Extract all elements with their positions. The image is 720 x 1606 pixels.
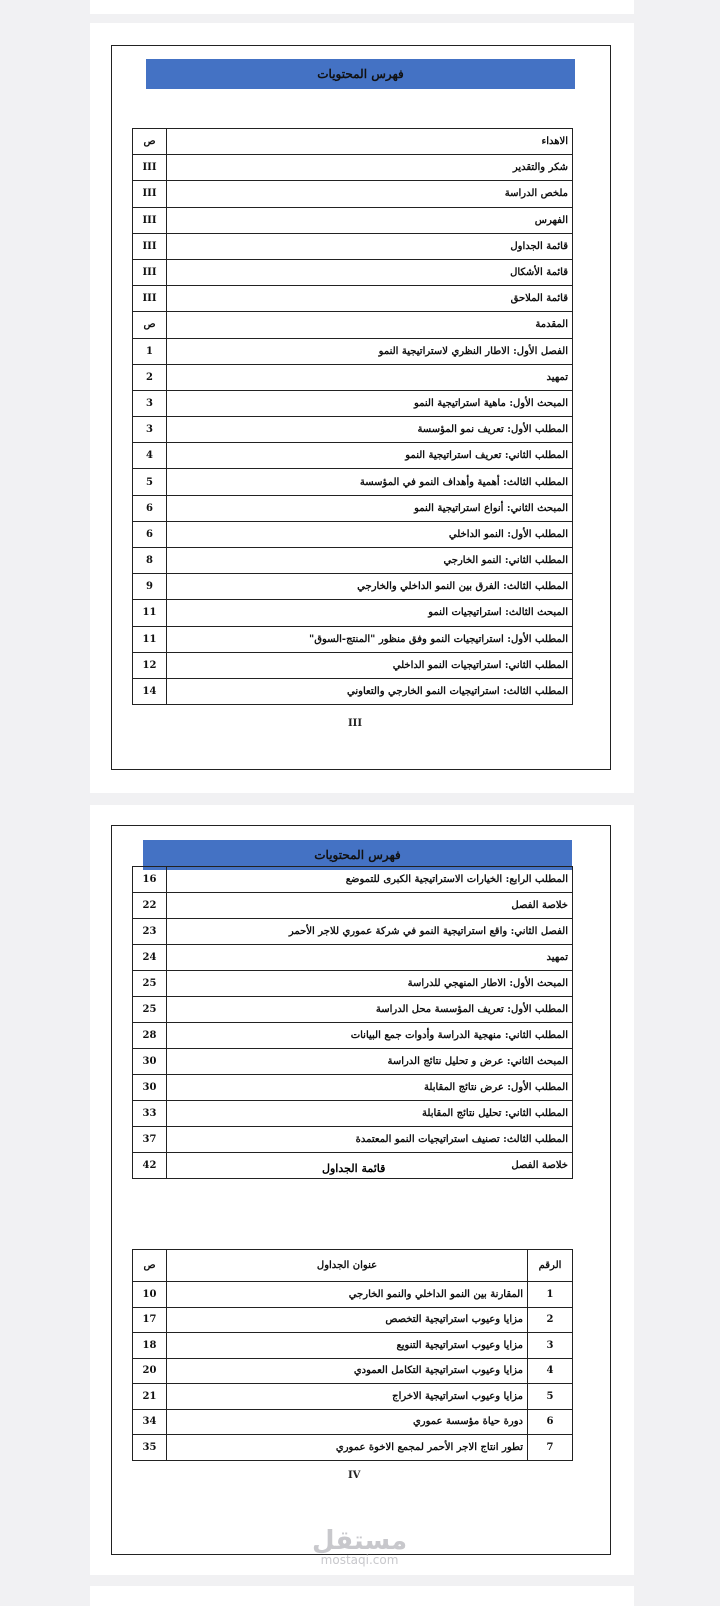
number-column-header: الرقم xyxy=(528,1250,573,1282)
tables-list-heading: قائمة الجداول xyxy=(322,1162,386,1175)
table-row: قائمة الملاحق III xyxy=(133,286,573,312)
tables-list xyxy=(132,1249,573,1461)
table-header-row xyxy=(133,1250,573,1282)
previous-page-edge xyxy=(90,0,634,14)
table-row: المطلب الأول: النمو الداخلي 6 xyxy=(133,521,573,547)
table-row: 3 مزايا وعيوب استراتيجية التنويع 18 xyxy=(133,1333,573,1359)
table-row: المطلب الأول: تعريف المؤسسة محل الدراسة 25 xyxy=(133,997,573,1023)
page-border xyxy=(111,45,611,770)
page-border xyxy=(111,825,611,1555)
contents-table xyxy=(132,128,573,705)
table-row: الفهرس III xyxy=(133,207,573,233)
table-row: قائمة الجداول III xyxy=(133,233,573,259)
table-row: المطلب الثاني: منهجية الدراسة وأدوات جمع البيانات 28 xyxy=(133,1023,573,1049)
watermark-latin: mostaqi.com xyxy=(320,1553,399,1567)
table-row: المطلب الأول: تعريف نمو المؤسسة 3 xyxy=(133,417,573,443)
table-row: الاهداء ص xyxy=(133,129,573,155)
table-row: المطلب الأول: عرض نتائج المقابلة 30 xyxy=(133,1075,573,1101)
table-row: المبحث الثاني: أنواع استراتيجية النمو 6 xyxy=(133,495,573,521)
table-row: المطلب الثالث: استراتيجيات النمو الخارجي والتعاوني 14 xyxy=(133,678,573,704)
table-row: خلاصة الفصل 42 xyxy=(133,1153,573,1179)
table-row: 1 المقارنة بين النمو الداخلي والنمو الخارجي 10 xyxy=(133,1282,573,1308)
contents-heading: فهرس المحتويات xyxy=(146,59,575,89)
table-row: 4 مزايا وعيوب استراتيجية التكامل العمودي 20 xyxy=(133,1358,573,1384)
table-row: تمهيد 2 xyxy=(133,364,573,390)
document-page-4 xyxy=(90,805,634,1575)
watermark-arabic: مستقل xyxy=(312,1526,408,1556)
table-row: المقدمة ص xyxy=(133,312,573,338)
table-row: الفصل الثاني: واقع استراتيجية النمو في شركة عموري للاجر الأحمر 23 xyxy=(133,919,573,945)
table-row: 2 مزايا وعيوب استراتيجية التخصص 17 xyxy=(133,1307,573,1333)
table-row: خلاصة الفصل 22 xyxy=(133,893,573,919)
title-column-header: عنوان الجداول xyxy=(167,1250,528,1282)
table-row: 7 تطور انتاج الاجر الأحمر لمجمع الاخوة عموري 35 xyxy=(133,1435,573,1461)
table-row: المبحث الأول: الاطار المنهجي للدراسة 25 xyxy=(133,971,573,997)
document-page-3 xyxy=(90,23,634,793)
table-row: الفصل الأول: الاطار النظري لاستراتيجية النمو 1 xyxy=(133,338,573,364)
table-row: قائمة الأشكال III xyxy=(133,259,573,285)
table-row: المطلب الثالث: أهمية وأهداف النمو في المؤسسة 5 xyxy=(133,469,573,495)
table-row: شكر والتقدير III xyxy=(133,155,573,181)
table-row: 5 مزايا وعيوب استراتيجية الاخراج 21 xyxy=(133,1384,573,1410)
table-row: المبحث الأول: ماهية استراتيجية النمو 3 xyxy=(133,390,573,416)
table-row: المطلب الرابع: الخيارات الاستراتيجية الكبرى للتموضع 16 xyxy=(133,867,573,893)
table-row: المبحث الثاني: عرض و تحليل نتائج الدراسة 30 xyxy=(133,1049,573,1075)
table-row: ملخص الدراسة III xyxy=(133,181,573,207)
contents-heading: فهرس المحتويات xyxy=(143,840,572,870)
table-row: المطلب الثاني: استراتيجيات النمو الداخلي 12 xyxy=(133,652,573,678)
table-row: المطلب الأول: استراتيجيات النمو وفق منظور "المنتج-السوق" 11 xyxy=(133,626,573,652)
table-row: المطلب الثالث: الفرق بين النمو الداخلي والخارجي 9 xyxy=(133,574,573,600)
table-row: تمهيد 24 xyxy=(133,945,573,971)
contents-table xyxy=(132,866,573,1179)
table-row: المطلب الثاني: تعريف استراتيجية النمو 4 xyxy=(133,443,573,469)
table-row: المبحث الثالث: استراتيجيات النمو 11 xyxy=(133,600,573,626)
page-number: III xyxy=(348,718,363,729)
table-row: المطلب الثاني: النمو الخارجي 8 xyxy=(133,548,573,574)
table-row: المطلب الثالث: تصنيف استراتيجيات النمو المعتمدة 37 xyxy=(133,1127,573,1153)
page-number: IV xyxy=(348,1470,361,1481)
table-row: 6 دورة حياة مؤسسة عموري 34 xyxy=(133,1409,573,1435)
page-column-header: ص xyxy=(133,1250,167,1282)
watermark-logo xyxy=(312,1528,407,1566)
table-row: المطلب الثاني: تحليل نتائج المقابلة 33 xyxy=(133,1101,573,1127)
next-page-edge xyxy=(90,1586,634,1606)
